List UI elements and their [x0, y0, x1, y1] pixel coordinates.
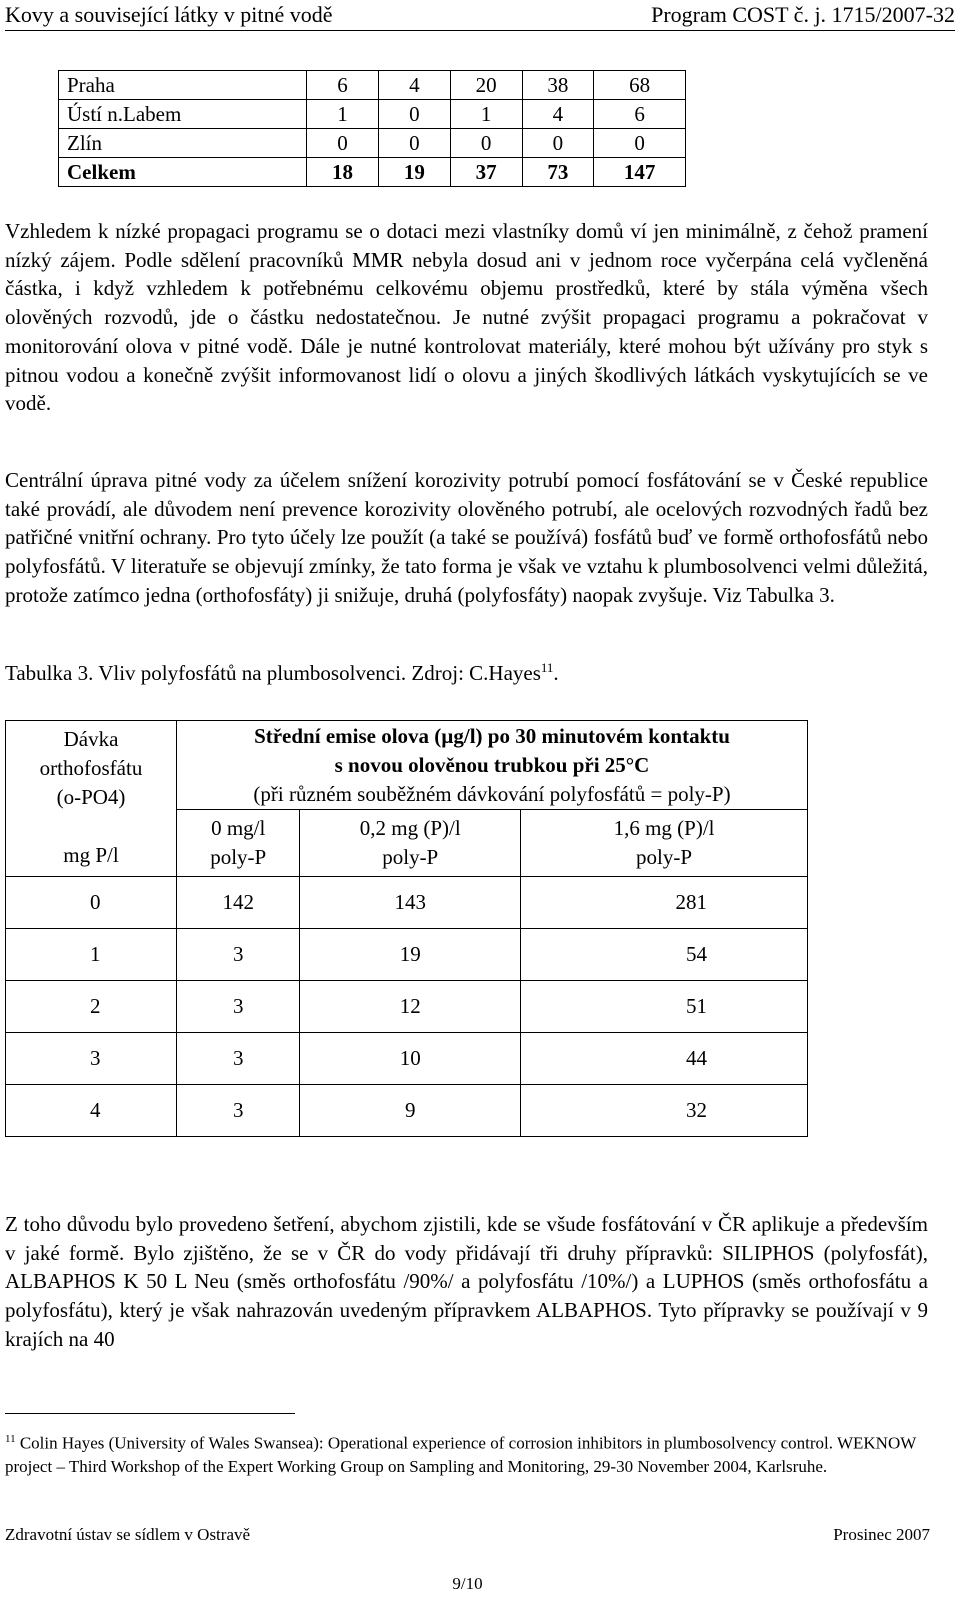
dose-header-line: (o-PO4): [56, 785, 126, 809]
value-cell: 281: [521, 877, 808, 929]
value-cell: 44: [521, 1033, 808, 1085]
polyp-header-0: [177, 810, 300, 877]
polyp-dose: 0 mg/l: [211, 816, 266, 840]
table-header-row: [6, 721, 808, 810]
caption-end: .: [553, 661, 559, 685]
table-row: [59, 71, 686, 100]
value-cell: 3: [177, 1033, 300, 1085]
table-row: [6, 981, 808, 1033]
paragraph-dotace: Vzhledem k nízké propagaci programu se o dotaci mezi vlastníky domů ví jen minimálně, z čehož pramení nízký zájem. Podle sdělení pracovníků MMR nebyla dosud ani v jednom roce vyčerpána celá vyčleněná částka, i když vzhledem k potřebnému celkovému objemu prostředků, které by stála výměna všech olověných rozvodů, jde o částku nedostatečnou. Je nutné zvýšit propagaci programu a pokračovat v monitorování olova v pitné vodě. Dále je nutné kontrolovat materiály, které mohou být užívány pro styk s pitnou vodou a konečně zvýšit informovanost lidí o olovu a jiných škodlivých látkách vyskytujících se ve vodě.: [5, 219, 928, 416]
value-cell: 3: [177, 981, 300, 1033]
table-cell: 0: [378, 129, 450, 158]
value-cell: 51: [521, 981, 808, 1033]
total-cell: 147: [594, 158, 686, 187]
value-cell: 3: [177, 1085, 300, 1137]
total-cell: 37: [450, 158, 522, 187]
header-program: Program COST č. j. 1715/2007-32: [651, 2, 955, 27]
region-cell: Ústí n.Labem: [59, 100, 307, 129]
value-cell: 143: [300, 877, 521, 929]
emission-header-bold: Střední emise olova (µg/l) po 30 minutovém kontaktu: [254, 723, 730, 748]
total-cell: 19: [378, 158, 450, 187]
dose-header-line: orthofosfátu: [39, 756, 143, 780]
polyp-label: poly-P: [636, 845, 693, 869]
region-cell: Zlín: [59, 129, 307, 158]
footnote-separator: [5, 1413, 295, 1414]
total-label: Celkem: [59, 158, 307, 187]
polyp-dose: 1,6 mg (P)/l: [613, 816, 715, 840]
table-cell: 0: [450, 129, 522, 158]
table-caption: [5, 660, 559, 686]
dose-header-line: Dávka: [63, 727, 119, 751]
table-row: [59, 129, 686, 158]
header-title: Kovy a související látky v pitné vodě: [5, 2, 333, 27]
table-cell: 6: [307, 71, 379, 100]
caption-footnote-ref: 11: [540, 660, 554, 675]
value-cell: 9: [300, 1085, 521, 1137]
emission-header: [177, 721, 808, 810]
value-cell: 54: [521, 929, 808, 981]
footer-date: Prosinec 2007: [833, 1525, 930, 1544]
table-row: [6, 1085, 808, 1137]
emission-header-bold: s novou olověnou trubkou při 25°C: [334, 752, 650, 777]
value-cell: 12: [300, 981, 521, 1033]
value-cell: 142: [177, 877, 300, 929]
value-cell: 3: [177, 929, 300, 981]
table-cell: 20: [450, 71, 522, 100]
paragraph-setreni: Z toho důvodu bylo provedeno šetření, abychom zjistili, kde se všude fosfátování v ČR aplikuje a především v jaké formě. Bylo zjištěno, že se v ČR do vody přidávají tři druhy přípravků: SILIPHOS (polyfosfát), ALBAPHOS K 50 L Neu (směs orthofosfátu /90%/ a polyfosfátu /10%/) a LUPHOS (směs orthofosfátu a polyfosfátu), který je však nahrazován uvedeným přípravkem ALBAPHOS. Tyto přípravky se používají v 9 krajích na 40: [5, 1212, 928, 1351]
table-cell: 68: [594, 71, 686, 100]
dose-cell: 3: [6, 1033, 177, 1085]
table-row: [6, 1033, 808, 1085]
table-row: [6, 929, 808, 981]
total-cell: 73: [522, 158, 594, 187]
paragraph-fosfatovani: Centrální úprava pitné vody za účelem snížení korozivity potrubí pomocí fosfátování se v České republice také provádí, ale důvodem není prevence korozivity olověného potrubí, ale ocelových rozvodných řadů bez patřičné vnitřní ochrany. Pro tyto účely lze použít (a také se používá) fosfátů buď ve formě orthofosfátů nebo polyfosfátů. V literatuře se objevují zmínky, že tato forma je však ve vztahu k plumbosolvenci velmi důležitá, protože zatímco jedna (orthofosfáty) ji snižuje, druhá (polyfosfáty) naopak zvyšuje. Viz Tabulka 3.: [5, 468, 928, 607]
region-table: [58, 70, 686, 187]
total-cell: 18: [307, 158, 379, 187]
footnote: [5, 1428, 930, 1478]
table-cell: 4: [378, 71, 450, 100]
dose-cell: 1: [6, 929, 177, 981]
table-cell: 38: [522, 71, 594, 100]
value-cell: 19: [300, 929, 521, 981]
dose-header-spacer: [6, 812, 176, 841]
footnote-text: Colin Hayes (University of Wales Swansea): Operational experience of corrosion inhibitors in plumbosolvency control. WEKNOW project – Third Workshop of the Expert Working Group on Sampling and Monitoring, 29-30 November 2004, Karlsruhe.: [5, 1433, 916, 1476]
polyp-header-2: [521, 810, 808, 877]
table-cell: 0: [307, 129, 379, 158]
table-cell: 1: [450, 100, 522, 129]
polyp-header-1: [300, 810, 521, 877]
dose-cell: 4: [6, 1085, 177, 1137]
value-cell: 32: [521, 1085, 808, 1137]
caption-text: Tabulka 3. Vliv polyfosfátů na plumbosolvenci. Zdroj: C.Hayes: [5, 661, 541, 685]
dose-header: [6, 721, 177, 877]
table-cell: 0: [594, 129, 686, 158]
page-number: 9/10: [452, 1574, 483, 1593]
region-cell: Praha: [59, 71, 307, 100]
table-cell: 6: [594, 100, 686, 129]
table-cell: 1: [307, 100, 379, 129]
polyphosphate-table: [5, 720, 808, 1137]
total-row: [59, 158, 686, 187]
table-cell: 4: [522, 100, 594, 129]
dose-cell: 0: [6, 877, 177, 929]
dose-header-line: mg P/l: [63, 843, 119, 867]
footnote-number: 11: [5, 1433, 16, 1445]
footer-institution: Zdravotní ústav se sídlem v Ostravě: [5, 1525, 251, 1544]
table-cell: 0: [522, 129, 594, 158]
table-row: [6, 877, 808, 929]
table-cell: 0: [378, 100, 450, 129]
polyp-dose: 0,2 mg (P)/l: [359, 816, 461, 840]
polyp-label: poly-P: [210, 845, 267, 869]
page-header: [5, 0, 955, 31]
polyp-label: poly-P: [382, 845, 439, 869]
dose-cell: 2: [6, 981, 177, 1033]
value-cell: 10: [300, 1033, 521, 1085]
table-row: [59, 100, 686, 129]
emission-header-note: (při různém souběžném dávkování polyfosfátů = poly-P): [253, 781, 731, 806]
